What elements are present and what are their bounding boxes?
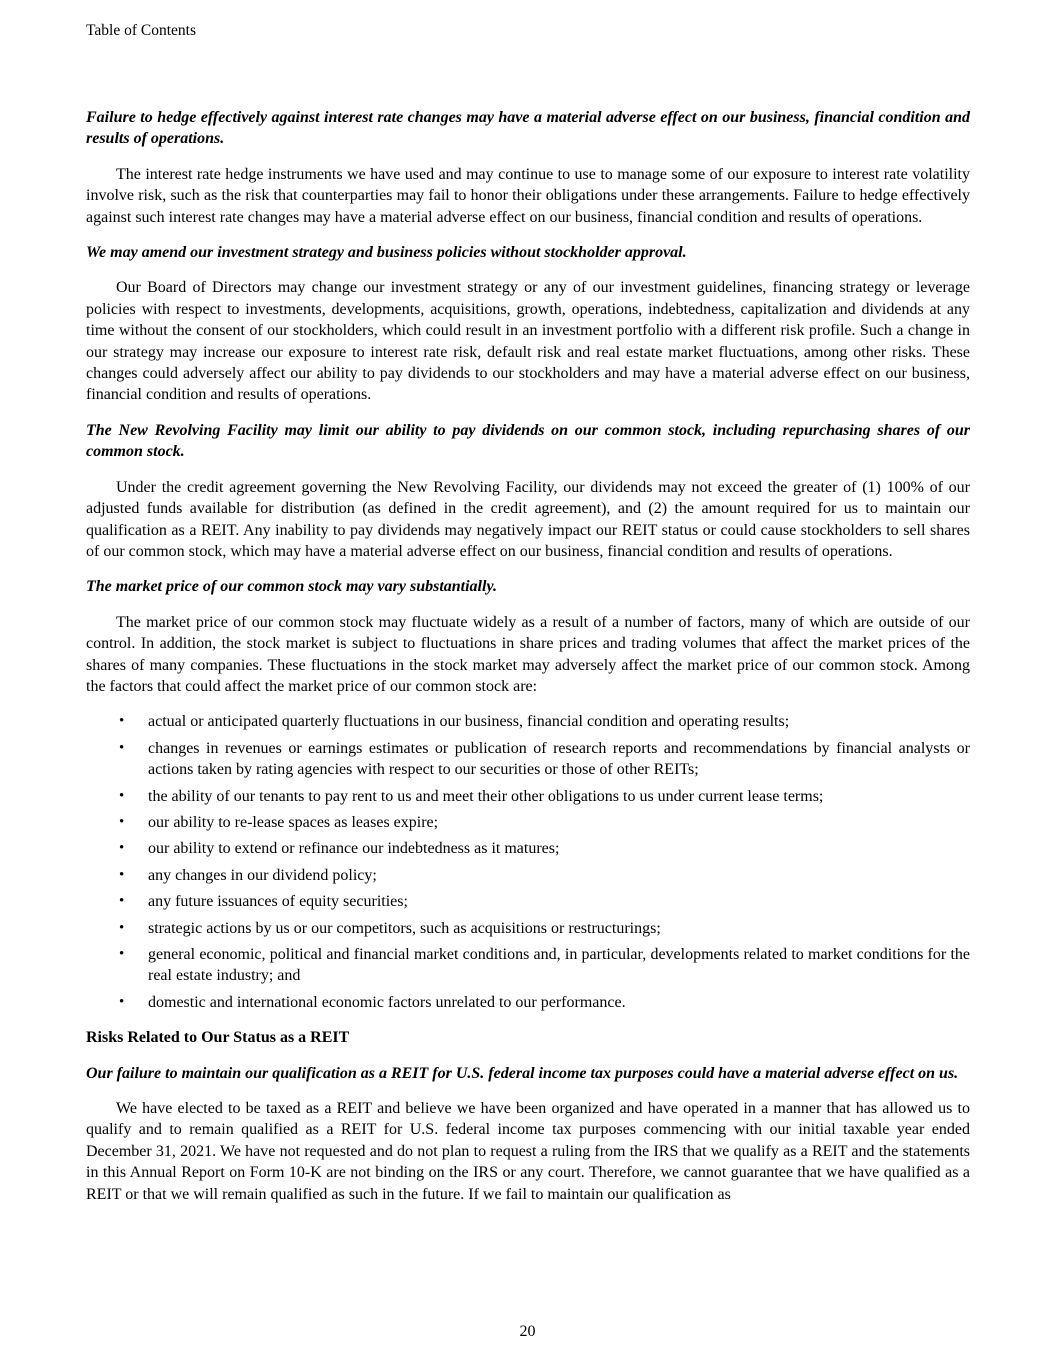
list-item-text: changes in revenues or earnings estimates or publication of research reports and recommendations by financial analysts or actions taken by rating agencies with respect to our securities or those of other REITs;	[148, 739, 970, 779]
bullet-icon: •	[119, 713, 125, 730]
bullet-icon: •	[119, 840, 125, 857]
list-item-text: any future issuances of equity securities;	[148, 893, 408, 911]
list-item-text: general economic, political and financial market conditions and, in particular, developments related to market conditions for the real estate industry; and	[148, 946, 970, 985]
market-price-factors-list	[86, 711, 970, 1013]
list-item-text: the ability of our tenants to pay rent to us and meet their other obligations to us under current lease terms;	[148, 787, 824, 805]
list-item-text: domestic and international economic factors unrelated to our performance.	[148, 993, 626, 1011]
page-footer	[0, 1322, 1055, 1341]
list-item	[86, 944, 970, 987]
list-item-text: our ability to extend or refinance our indebtedness as it matures;	[148, 840, 560, 858]
list-item	[86, 711, 970, 732]
bullet-icon: •	[119, 739, 125, 756]
heading-hedging-risk: Failure to hedge effectively against interest rate changes may have a material adverse effect on our business, financial condition and results of operations.	[86, 109, 970, 148]
heading-revolving-facility: The New Revolving Facility may limit our ability to pay dividends on our common stock, including repurchasing shares of our common stock.	[86, 421, 970, 461]
heading-reit-qualification: Our failure to maintain our qualification as a REIT for U.S. federal income tax purposes could have a material adverse effect on us.	[86, 1064, 959, 1082]
list-item	[86, 891, 970, 912]
bullet-icon: •	[119, 893, 125, 910]
heading-amend-strategy: We may amend our investment strategy and business policies without stockholder approval.	[86, 244, 687, 262]
paragraph-amend-strategy: Our Board of Directors may change our investment strategy or any of our investment guidelines, financing strategy or leverage policies with respect to investments, developments, acquisitions, growth, operations, indebtedness, capitalization and dividends at any time without the consent of our stockholders, which could result in an investment portfolio with a different risk profile. Such a change in our strategy may increase our exposure to interest rate risk, default risk and real estate market fluctuations, among other risks. These changes could adversely affect our ability to pay dividends to our stockholders and may have a material adverse effect on our business, financial condition and results of operations.	[86, 279, 970, 404]
list-item	[86, 865, 970, 886]
list-item	[86, 918, 970, 939]
list-item	[86, 738, 970, 781]
page-number: 20	[519, 1323, 536, 1340]
list-item-text: actual or anticipated quarterly fluctuations in our business, financial condition and operating results;	[148, 713, 790, 731]
list-item	[86, 838, 970, 859]
list-item	[86, 812, 970, 833]
bullet-icon: •	[119, 866, 125, 883]
bullet-icon: •	[119, 946, 125, 962]
paragraph-hedging-risk: The interest rate hedge instruments we have used and may continue to use to manage some of our exposure to interest rate volatility involve risk, such as the risk that counterparties may fail to honor their obligations under these arrangements. Failure to hedge effectively against such interest rate changes may have a material adverse effect on our business, financial condition and results of operations.	[86, 165, 970, 226]
document-body	[86, 40, 970, 1205]
section-heading-reit-status: Risks Related to Our Status as a REIT	[86, 1029, 350, 1047]
list-item-text: strategic actions by us or our competitors, such as acquisitions or restructurings;	[148, 919, 661, 937]
list-item-text: any changes in our dividend policy;	[148, 866, 377, 884]
list-item	[86, 786, 970, 807]
paragraph-revolving-facility: Under the credit agreement governing the New Revolving Facility, our dividends may not exceed the greater of (1) 100% of our adjusted funds available for distribution (as defined in the credit agreement), and (2) the amount required for us to maintain our qualification as a REIT. Any inability to pay dividends may negatively impact our REIT status or could cause stockholders to sell shares of our common stock, which may have a material adverse effect on our business, financial condition and results of operations.	[86, 478, 970, 560]
bullet-icon: •	[119, 919, 125, 936]
heading-market-price: The market price of our common stock may vary substantially.	[86, 578, 497, 596]
list-item	[86, 992, 970, 1013]
bullet-icon: •	[119, 787, 125, 804]
table-of-contents-link[interactable]: Table of Contents	[86, 22, 196, 39]
list-item-text: our ability to re-lease spaces as leases expire;	[148, 813, 439, 831]
paragraph-reit-qualification: We have elected to be taxed as a REIT and believe we have been organized and have operated in a manner that has allowed us to qualify and to remain qualified as a REIT for U.S. federal income tax purposes commencing with our initial taxable year ended December 31, 2021. We have not requested and do not plan to request a ruling from the IRS that we qualify as a REIT and the statements in this Annual Report on Form 10-K are not binding on the IRS or any court. Therefore, we cannot guarantee that we have qualified as a REIT or that we will remain qualified as such in the future. If we fail to maintain our qualification as	[86, 1100, 970, 1203]
bullet-icon: •	[119, 993, 125, 1010]
paragraph-market-price: The market price of our common stock may fluctuate widely as a result of a number of factors, many of which are outside of our control. In addition, the stock market is subject to fluctuations in share prices and trading volumes that affect the market prices of the shares of many companies. These fluctuations in the stock market may adversely affect the market price of our common stock. Among the factors that could affect the market price of our common stock are:	[86, 613, 970, 695]
bullet-icon: •	[119, 813, 125, 830]
